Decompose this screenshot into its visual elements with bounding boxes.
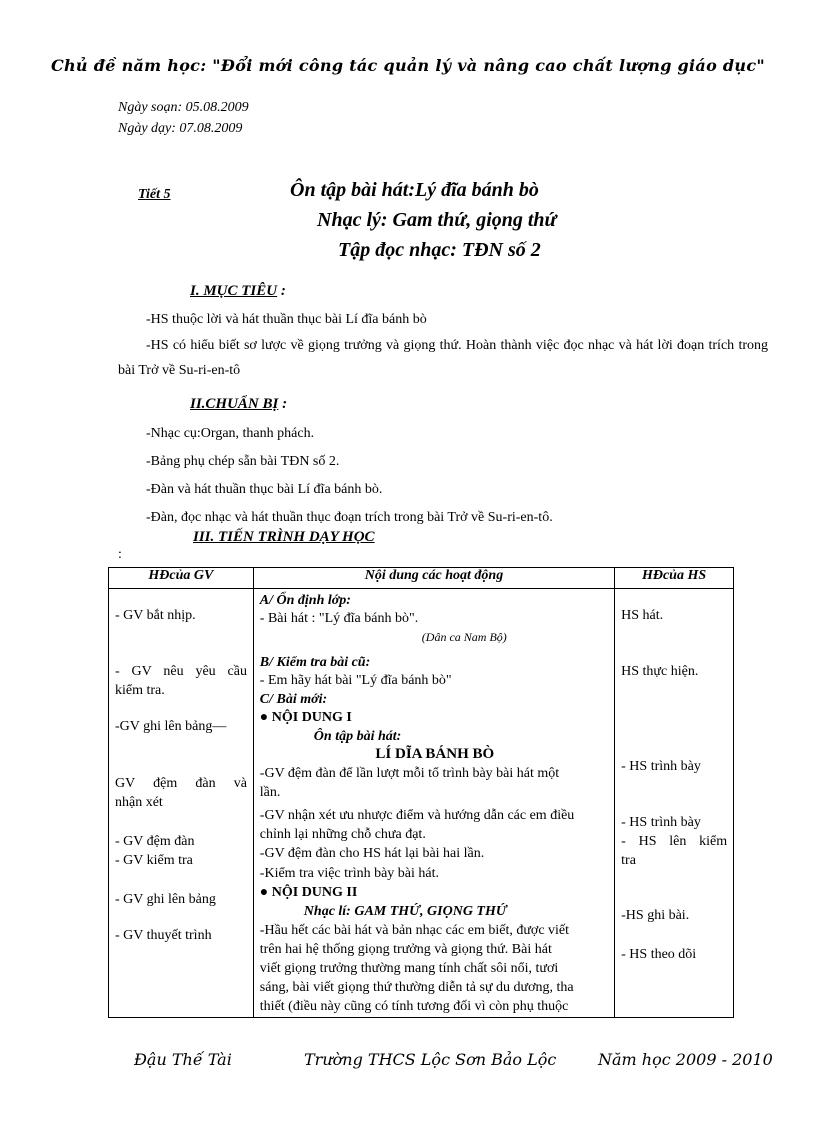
hs-line: HS thực hiện. (621, 664, 699, 679)
teacher-activity-cell (109, 589, 254, 1018)
content-line: viết giọng trưởng thường mang tính chất sôi nổi, tươi (259, 961, 559, 976)
lesson-activities-table (108, 567, 734, 1018)
header-student-activity: HĐcủa HS (615, 568, 734, 589)
section-process-heading: III. TIẾN TRÌNH DẠY HỌC (193, 529, 375, 545)
prep-item-3: -Đàn và hát thuần thục bài Lí đĩa bánh bò. (146, 482, 383, 497)
table-header-row (109, 568, 734, 589)
song-origin: (Dân ca Nam Bộ) (421, 630, 507, 644)
content-part-1-subheading: Ôn tập bài hát: (313, 729, 402, 744)
stray-colon: : (118, 547, 122, 562)
section-objectives-heading: I. MỤC TIÊU : (190, 283, 286, 299)
document-theme-header: Chủ đề năm học: "Đổi mới công tác quản lý và nâng cao chất lượng giáo dục" (50, 56, 766, 75)
content-line: - Em hãy hát bài "Lý đĩa bánh bò" (259, 673, 452, 688)
prep-item-4: -Đàn, đọc nhạc và hát thuần thục đoạn trích trong bài Trở về Su-ri-en-tô. (146, 510, 553, 525)
content-part-2-subheading: Nhạc lí: GAM THỨ, GIỌNG THỨ (303, 904, 507, 919)
content-line: -GV nhận xét ưu nhược điểm và hướng dẫn các em điều (259, 808, 575, 823)
content-line: trên hai hệ thống giọng trưởng và giọng thứ. Bài hát (259, 942, 552, 957)
hs-line: - HS trình bày (621, 815, 701, 830)
header-content: Nội dung các hoạt động (253, 568, 614, 589)
table-row (109, 589, 734, 1018)
gv-line: -GV ghi lên bảng— (115, 719, 227, 734)
content-line: -GV đệm đàn cho HS hát lại bài hai lần. (259, 846, 485, 861)
student-activity-cell (615, 589, 734, 1018)
hs-line: - HS trình bày (621, 759, 701, 774)
content-line: sáng, bài viết giọng thứ thường diễn tả sự du dương, tha (259, 980, 574, 995)
prepared-date: Ngày soạn: 05.08.2009 (118, 100, 249, 115)
content-line: -GV đệm đàn để lần lượt mỗi tổ trình bày bài hát một (259, 766, 560, 781)
content-line: - Bài hát : "Lý đĩa bánh bò". (259, 611, 419, 626)
hs-line: - HS theo dõi (621, 947, 697, 962)
content-part-2-heading: ● NỘI DUNG II (259, 885, 358, 900)
objective-2: -HS có hiểu biết sơ lược về giọng trưởng và giọng thứ. Hoàn thành việc đọc nhạc và hát lời đoạn trích trong bài Trở về Su-ri-en-tô (118, 338, 768, 378)
gv-line: - GV kiểm tra (115, 853, 193, 868)
gv-line: - GV bắt nhịp. (115, 608, 196, 623)
content-line: -Hầu hết các bài hát và bản nhạc các em biết, được viết (259, 923, 570, 938)
gv-line: - GV ghi lên bảng (115, 892, 216, 907)
lesson-number: Tiết 5 (138, 187, 171, 202)
objective-1: -HS thuộc lời và hát thuần thục bài Lí đĩa bánh bò (146, 312, 427, 327)
footer-school: Trường THCS Lộc Sơn Bảo Lộc (304, 1050, 557, 1069)
lesson-title-song: Ôn tập bài hát:Lý đĩa bánh bò (290, 179, 539, 201)
footer-school-year: Năm học 2009 - 2010 (598, 1050, 773, 1069)
hs-line: -HS ghi bài. (621, 908, 690, 923)
hs-line: tra (621, 853, 636, 868)
content-cell (253, 589, 614, 1018)
gv-line: nhận xét (115, 795, 163, 810)
content-line: -Kiểm tra việc trình bày bài hát. (259, 866, 440, 881)
lesson-title-sight-reading: Tập đọc nhạc: TĐN số 2 (338, 239, 541, 261)
gv-line: GV đệm đàn và (115, 776, 247, 791)
hs-line: - HS lên kiểm (621, 834, 728, 849)
lesson-title-theory: Nhạc lý: Gam thứ, giọng thứ (317, 209, 557, 231)
taught-date: Ngày dạy: 07.08.2009 (118, 121, 243, 136)
content-part-1-heading: ● NỘI DUNG I (259, 710, 352, 725)
section-preparation-heading: II.CHUẨN BỊ : (190, 396, 288, 412)
footer-author: Đậu Thế Tài (134, 1050, 232, 1069)
content-line: chỉnh lại những chỗ chưa đạt. (259, 827, 426, 842)
prep-item-2: -Bảng phụ chép sẵn bài TĐN số 2. (146, 454, 340, 469)
gv-line: - GV đệm đàn (115, 834, 195, 849)
section-a-heading: A/ Ổn định lớp: (259, 593, 351, 608)
section-c-heading: C/ Bài mới: (259, 692, 328, 707)
content-line: lần. (259, 785, 281, 800)
header-teacher-activity: HĐcủa GV (109, 568, 254, 589)
gv-line: - GV nêu yêu cầu (115, 664, 247, 679)
content-line: thiết (điều này cũng có tính tương đối vì còn phụ thuộc (259, 999, 569, 1014)
gv-line: kiểm tra. (115, 683, 165, 698)
song-title: LÍ DĨA BÁNH BÒ (375, 746, 495, 762)
section-b-heading: B/ Kiểm tra bài cũ: (259, 655, 371, 670)
gv-line: - GV thuyết trình (115, 928, 212, 943)
hs-line: HS hát. (621, 608, 664, 623)
prep-item-1: -Nhạc cụ:Organ, thanh phách. (146, 426, 315, 441)
